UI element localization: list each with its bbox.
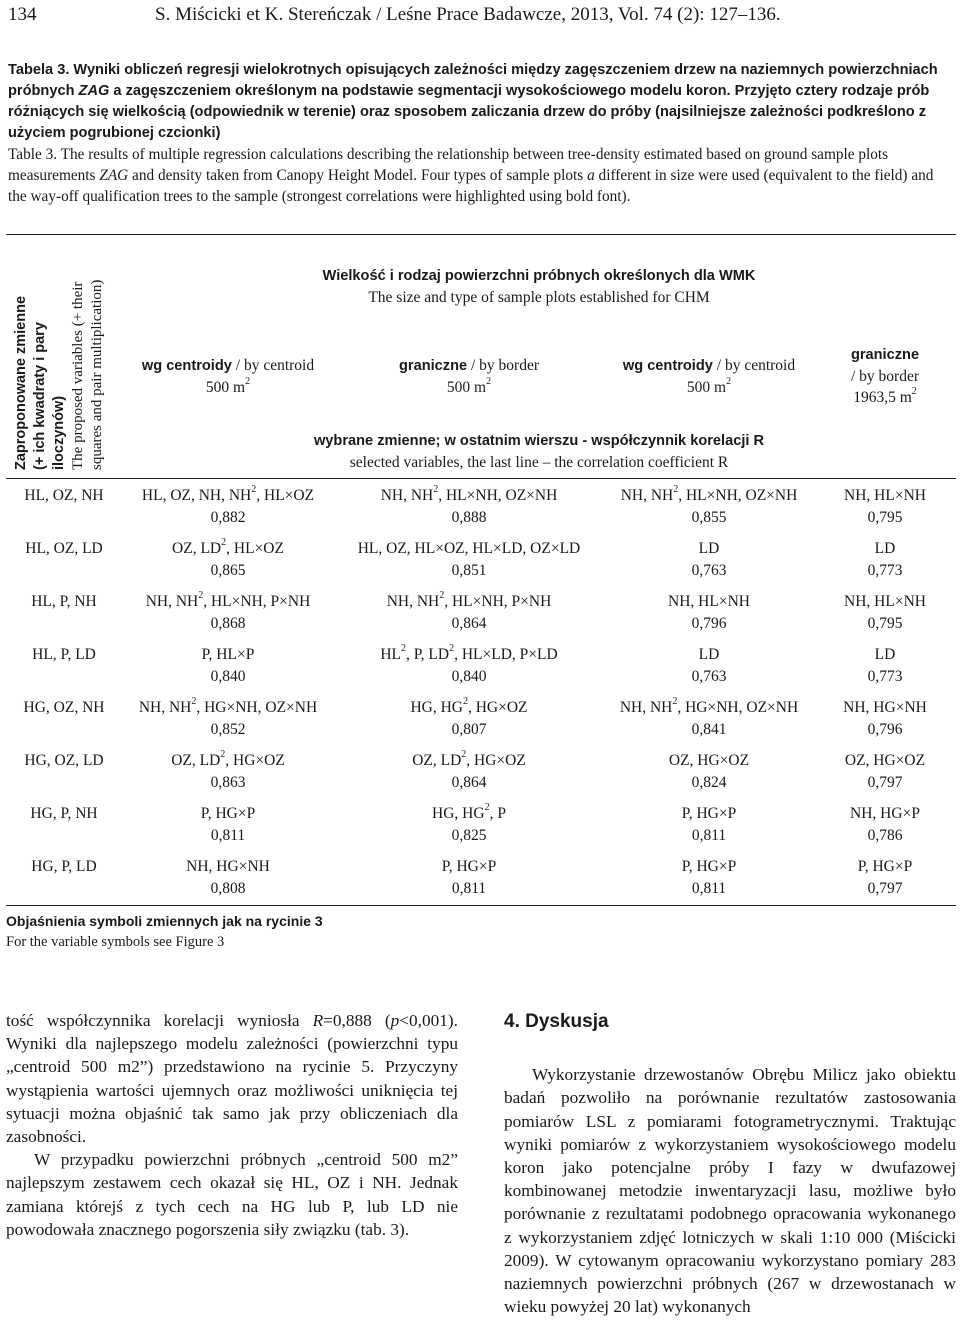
correlation-value: 0,796 [867,721,903,738]
correlation-value: 0,811 [210,827,246,844]
row-variables: HL, OZ, NH [24,487,104,504]
correlation-value: 0,864 [451,615,487,632]
table-caption-pl: Tabela 3. Wyniki obliczeń regresji wielokrotnych opisujących zależności między zagęszczeniem drzew na naziemnych powierzchniach próbnych ZAG a zagęszczeniem określonym na podstawie segmentacji wysokościowego modelu koron. Przyjęto cztery rodzaje prób różniących się wielkością (odpowiednik w terenie) oraz sposobem zaliczania drzew do próby (najsilniejsze zależności podkreślono z użyciem pogrubionej czcionki) [8,62,938,141]
selected-variables: NH, $NH^2$, HG×NH, OZ×NH [619,696,799,716]
footnote-pl: Objaśnienia symboli zmiennych jak na rycinie 3 [6,913,323,929]
table-cell [334,803,604,847]
table-header-rule [6,478,956,479]
column-header-1: wg centroidy / by centroid 500 $m^2$ [141,357,315,396]
table-cell [604,803,814,847]
body-column-left [6,1009,458,1241]
table-cell [604,644,814,688]
selected-variables: NH, HL×NH [844,593,926,610]
selected-variables: $HL^2$, P, $LD^2$, HL×LD, P×LD [380,643,558,663]
group-header [122,266,956,308]
body-paragraph: Wykorzystanie drzewostanów Obrębu Milicz jako obiektu badań pozwoliło na porównanie rezultatów zastosowania pomiarów LSL z pomiarami fotogrametrycznymi. Traktując wyniki pomiarów z wykorzystaniem wysokościowego modelu koron jako potencjalne próby I fazy w dwufazowej kombinowanej metodzie inwentaryzacji lasu, możliwe było porównanie z rezultatami podobnego opracowania wykonanego z wykorzystaniem zdjęć lotniczych w skali 1:10 000 (Miścicki 2009). W cytowanym opracowaniu wykorzystano pomiary 283 naziemnych powierzchni próbnych (267 w drzewostanach w wieku powyżej 20 lat) wykonanych [504,1065,956,1317]
correlation-value: 0,811 [691,827,727,844]
table-caption-en: Table 3. The results of multiple regression calculations describing the relationship between tree-density estimated based on ground sample plots measurements ZAG and density taken from Canopy Height Model. Four types of sample plots a different in size were used (equivalent to the field) and the way-off qualification trees to the sample (strongest correlations were highlighted using bold font). [8,146,934,205]
column-header-3: wg centroidy / by centroid 500 $m^2$ [622,357,796,396]
selected-variables: NH, $NH^2$, HL×NH, OZ×NH [380,484,558,504]
table-row [6,591,956,644]
correlation-value: 0,825 [451,827,487,844]
selected-variables: LD [874,540,896,557]
selected-variables: HL, OZ, NH, $NH^2$, HL×OZ [141,484,315,504]
table-cell [122,485,334,529]
selected-variables: NH, HG×NH [843,699,927,716]
body-paragraph: W przypadku powierzchni próbnych „centroid 500 m2” najlepszym zestawem cech okazał się HL, OZ i NH. Jednak zamiana którejś z tych cech na HG lub P, lub LD nie powodowała znacznego pogorszenia siły związku (tab. 3). [6,1150,458,1239]
correlation-value: 0,840 [451,668,487,685]
correlation-value: 0,863 [210,774,246,791]
selected-variables: OZ, $LD^2$, HG×OZ [171,749,285,769]
table-cell [604,485,814,529]
correlation-value: 0,795 [867,509,903,526]
table-cell [122,644,334,688]
group-header-pl: Wielkość i rodzaj powierzchni próbnych określonych dla WMK [322,268,756,284]
stub-header-pl-3: iloczynów) [51,395,67,470]
body-column-right [504,1010,956,1318]
table-row [6,856,956,909]
correlation-value: 0,773 [867,562,903,579]
correlation-value: 0,797 [867,774,903,791]
correlation-value: 0,808 [210,880,246,897]
table-cell [814,591,956,635]
correlation-value: 0,855 [691,509,727,526]
selected-variables: NH, HL×NH [844,487,926,504]
table-cell [334,485,604,529]
selected-variables: NH, $NH^2$, HG×NH, OZ×NH [138,696,318,716]
correlation-value: 0,851 [451,562,487,579]
table-cell [122,750,334,794]
selected-variables: HL, OZ, HL×OZ, HL×LD, OZ×LD [357,540,581,557]
sub-header [122,431,956,473]
selected-variables: P, HG×P [857,858,913,875]
row-variables: HG, P, LD [31,858,97,875]
correlation-value: 0,795 [867,615,903,632]
selected-variables: OZ, HG×OZ [844,752,926,769]
column-header-2: graniczne / by border 500 $m^2$ [398,357,539,396]
selected-variables: P, HG×P [441,858,497,875]
table-cell [122,591,334,635]
stub-header-pl-2: (+ ich kwadraty i pary [32,322,48,470]
table-row [6,485,956,538]
table-cell [814,697,956,741]
table-cell [334,538,604,582]
stub-header [6,234,122,478]
stub-header-en-1: The proposed variables (+ their [70,281,86,470]
table-cell [814,485,956,529]
table-cell [122,856,334,900]
correlation-value: 0,868 [210,615,246,632]
selected-variables: OZ, HG×OZ [668,752,750,769]
table-row [6,697,956,750]
selected-variables: P, HG×P [681,805,737,822]
correlation-value: 0,807 [451,721,487,738]
correlation-value: 0,786 [867,827,903,844]
selected-variables: NH, HG×P [850,805,920,822]
page-header [8,4,952,32]
table-footnote [6,911,323,953]
row-variables: HL, P, NH [31,593,97,610]
selected-variables: OZ, $LD^2$, HL×OZ [172,537,284,557]
footnote-en: For the variable symbols see Figure 3 [6,934,225,950]
correlation-value: 0,841 [691,721,727,738]
table-cell [604,697,814,741]
table-cell [814,750,956,794]
table-cell [814,538,956,582]
selected-variables: NH, $NH^2$, HL×NH, P×NH [386,590,552,610]
column-header-4: graniczne / by border 1963,5 $m^2$ [850,347,920,406]
correlation-value: 0,840 [210,668,246,685]
selected-variables: NH, $NH^2$, HL×NH, OZ×NH [620,484,798,504]
correlation-value: 0,811 [691,880,727,897]
body-paragraph: tość współczynnika korelacji wyniosła R=0,888 (p<0,001). Wyniki dla najlepszego modelu zależności (powierzchni typu „centroid 500 m2”) przedstawiono na rycinie 5. Przyczyny wystąpienia wartości ujemnych oraz możliwości uniknięcia tej sytuacji można objaśnić tak samo jak przy obliczeniach dla zasobności. [6,1011,458,1147]
table-cell [604,856,814,900]
correlation-value: 0,852 [210,721,246,738]
table-cell [122,697,334,741]
sub-header-en: selected variables, the last line – the correlation coefficient R [349,454,729,471]
correlation-value: 0,763 [691,668,727,685]
page-number: 134 [8,4,37,25]
stub-header-en-2: squares and pair multiplication) [89,279,105,470]
selected-variables: HG, $HG^2$, P [432,802,506,822]
selected-variables: NH, HL×NH [668,593,750,610]
table-cell [604,538,814,582]
table-top-rule [6,234,956,235]
stub-header-pl-1: Zaproponowane zmienne [13,295,29,470]
table-cell [334,644,604,688]
table-cell [122,803,334,847]
table-cell [334,591,604,635]
correlation-value: 0,763 [691,562,727,579]
correlation-value: 0,865 [210,562,246,579]
selected-variables: NH, $NH^2$, HL×NH, P×NH [145,590,311,610]
correlation-value: 0,882 [210,509,246,526]
selected-variables: P, HG×P [200,805,256,822]
section-title: 4. Dyskusja [504,1011,609,1032]
sub-header-pl: wybrane zmienne; w ostatnim wierszu - współczynnik korelacji R [313,433,765,449]
table-cell [122,538,334,582]
selected-variables: LD [698,646,720,663]
correlation-value: 0,864 [451,774,487,791]
table-cell [604,750,814,794]
correlation-value: 0,773 [867,668,903,685]
table-row [6,644,956,697]
table-cell [604,591,814,635]
correlation-value: 0,811 [451,880,487,897]
selected-variables: LD [874,646,896,663]
correlation-value: 0,797 [867,880,903,897]
correlation-value: 0,888 [451,509,487,526]
table-cell [814,803,956,847]
selected-variables: P, HL×P [201,646,255,663]
selected-variables: LD [698,540,720,557]
table-cell [334,856,604,900]
selected-variables: NH, HG×NH [186,858,270,875]
row-variables: HL, OZ, LD [25,540,103,557]
correlation-value: 0,824 [691,774,727,791]
row-variables: HG, P, NH [30,805,98,822]
table-cell [814,644,956,688]
selected-variables: HG, $HG^2$, HG×OZ [410,696,528,716]
selected-variables: OZ, $LD^2$, HG×OZ [412,749,526,769]
table-cell [334,697,604,741]
row-variables: HG, OZ, NH [23,699,105,716]
running-header: S. Miścicki et K. Stereńczak / Leśne Prace Badawcze, 2013, Vol. 74 (2): 127–136. [155,4,781,25]
correlation-value: 0,796 [691,615,727,632]
row-variables: HG, OZ, LD [24,752,104,769]
selected-variables: P, HG×P [681,858,737,875]
table-row [6,803,956,856]
table-row [6,538,956,591]
table-cell [334,750,604,794]
table-cell [814,856,956,900]
table-row [6,750,956,803]
group-header-en: The size and type of sample plots established for CHM [368,289,710,306]
row-variables: HL, P, LD [32,646,96,663]
